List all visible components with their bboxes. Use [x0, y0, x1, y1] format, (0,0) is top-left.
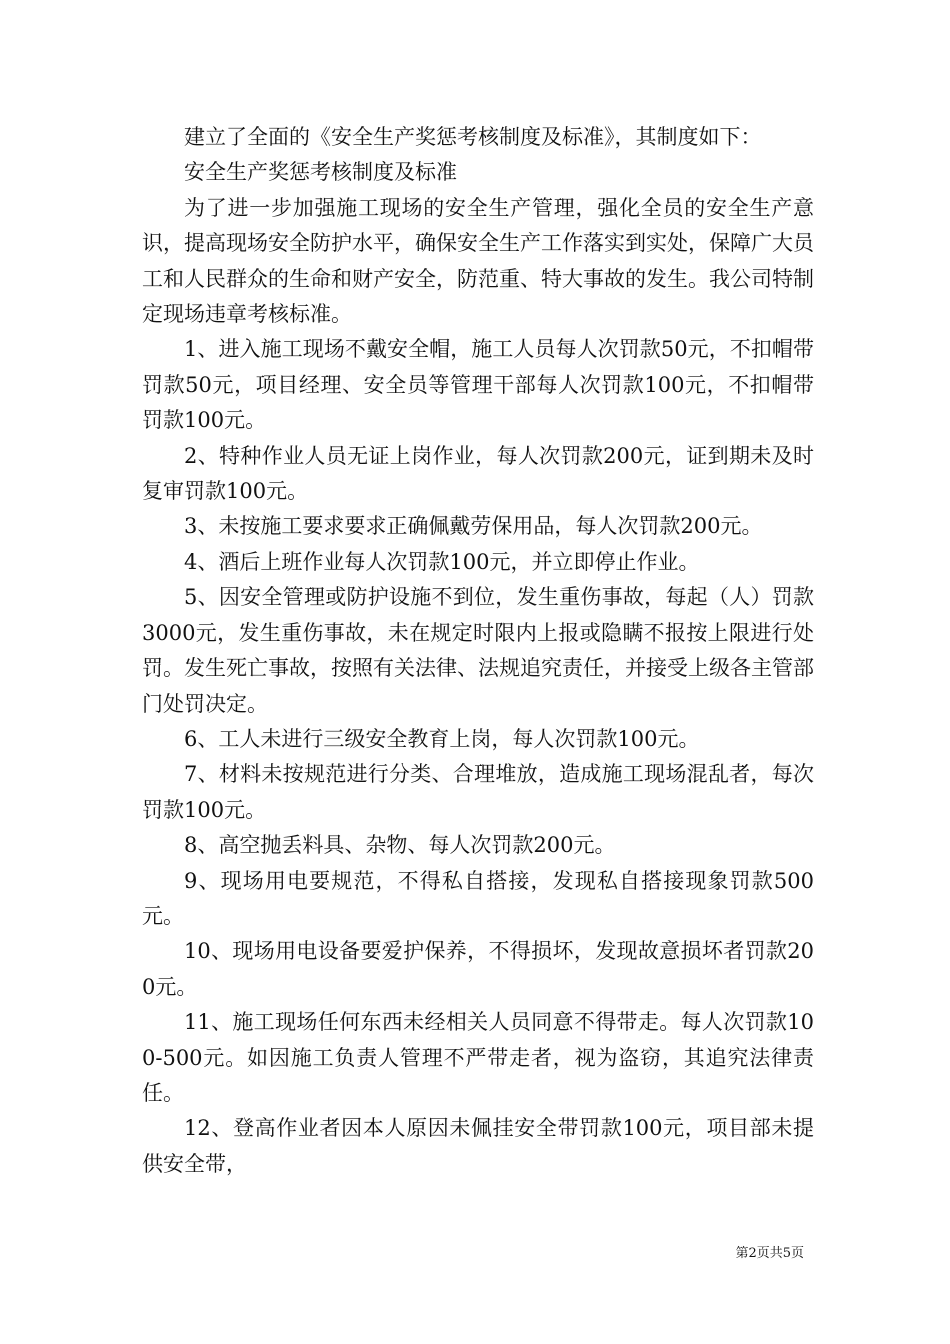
- rule-item-6: 6、工人未进行三级安全教育上岗，每人次罚款100元。: [184, 726, 700, 751]
- rule-item-10: 10、现场用电设备要爱护保养，不得损坏，发现故意损坏者罚款200元。: [142, 939, 814, 999]
- rule-item-8: 8、高空抛丢料具、杂物、每人次罚款200元。: [184, 833, 616, 858]
- rule-item-5: 5、因安全管理或防护设施不到位，发生重伤事故，每起（人）罚款3000元，发生重伤事故，未在规定时限内上报或隐瞒不报按上限进行处罚。发生死亡事故，按照有关法律、法规追究责任，并接受上级各主管部门处罚决定。: [142, 585, 814, 716]
- purpose-paragraph: 为了进一步加强施工现场的安全生产管理，强化全员的安全生产意识，提高现场安全防护水平，确保安全生产工作落实到实处，保障广大员工和人民群众的生命和财产安全，防范重、特大事故的发生。我公司特制定现场违章考核标准。: [142, 195, 814, 327]
- section-title: 安全生产奖惩考核制度及标准: [184, 160, 457, 185]
- rule-item-12: 12、登高作业者因本人原因未佩挂安全带罚款100元，项目部未提供安全带，: [142, 1116, 814, 1176]
- page-number-footer: 第2页共5页: [735, 1246, 804, 1261]
- intro-paragraph: 建立了全面的《安全生产奖惩考核制度及标准》，其制度如下：: [184, 125, 762, 149]
- rule-item-3: 3、未按施工要求要求正确佩戴劳保用品，每人次罚款200元。: [184, 514, 763, 539]
- rule-item-11: 11、施工现场任何东西未经相关人员同意不得带走。每人次罚款100-500元。如因施工负责人管理不严带走者，视为盗窃，其追究法律责任。: [142, 1010, 814, 1105]
- rule-item-9: 9、现场用电要规范，不得私自搭接，发现私自搭接现象罚款500元。: [142, 868, 814, 928]
- rule-item-7: 7、材料未按规范进行分类、合理堆放，造成施工现场混乱者，每次罚款100元。: [142, 762, 814, 822]
- rule-item-1: 1、进入施工现场不戴安全帽，施工人员每人次罚款50元，不扣帽带罚款50元，项目经理、安全员等管理干部每人次罚款100元，不扣帽带罚款100元。: [142, 337, 814, 433]
- rule-item-4: 4、酒后上班作业每人次罚款100元，并立即停止作业。: [184, 549, 700, 574]
- document-body: [142, 120, 814, 1182]
- rule-item-2: 2、特种作业人员无证上岗作业，每人次罚款200元，证到期未及时复审罚款100元。: [142, 443, 814, 504]
